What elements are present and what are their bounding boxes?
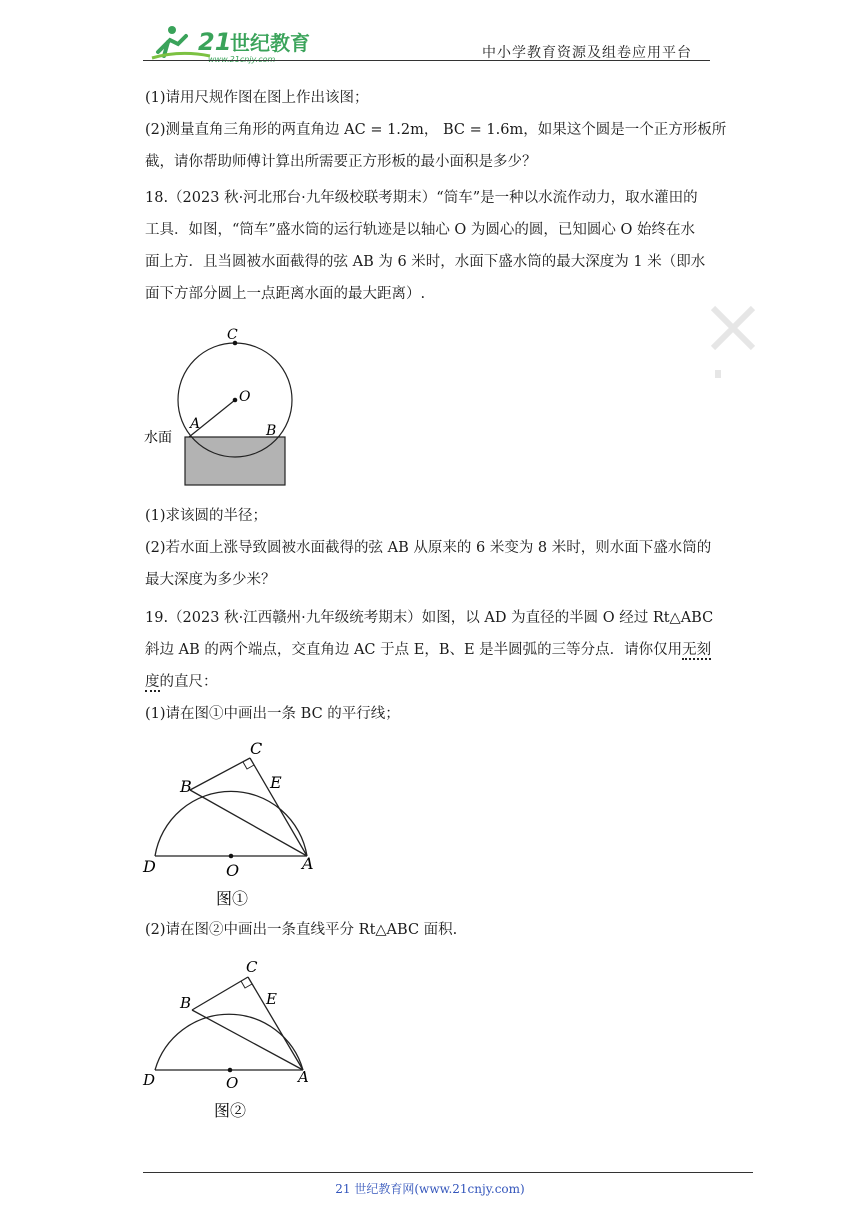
- hypotenuse-BA: [190, 790, 307, 856]
- label-B: B: [266, 423, 277, 439]
- watermark-mark: [705, 300, 760, 385]
- q19-sub1: (1)请在图①中画出一条 BC 的平行线；: [145, 706, 400, 722]
- q17-part1: (1)请用尺规作图在图上作出该图；: [145, 90, 369, 106]
- q17-part2-line2: 截，请你帮助师傅计算出所需要正方形板的最小面积是多少？: [145, 154, 537, 170]
- q18-sub2-line2: 最大深度为多少米？: [145, 572, 276, 588]
- footer-link[interactable]: 21 世纪教育网(www.21cnjy.com): [335, 1182, 525, 1196]
- q19-line2-text: 斜边 AB 的两个端点，交直角边 AC 于点 E，B、E 是半圆弧的三等分点．请你仅用: [145, 642, 683, 658]
- label-E: E: [266, 990, 277, 1008]
- label-B: B: [180, 777, 192, 796]
- q19-emphasis-1: 无刻: [682, 642, 712, 658]
- point-O: [229, 854, 234, 859]
- q19-line3-text: 的直尺：: [159, 674, 218, 690]
- label-O: O: [226, 1074, 239, 1092]
- label-A: A: [302, 854, 314, 873]
- label-O: O: [239, 389, 251, 405]
- q18-sub1: (1)求该圆的半径；: [145, 508, 268, 524]
- footer-divider: [143, 1172, 753, 1173]
- q17-block: [145, 82, 727, 178]
- logo-mark: 21: [198, 28, 232, 56]
- point-O: [233, 398, 238, 403]
- label-D: D: [143, 857, 156, 876]
- site-name: 中小学教育资源及组卷应用平台: [482, 45, 692, 61]
- q18-line3: 面上方．且当圆被水面截得的弦 AB 为 6 米时，水面下盛水筒的最大深度为 1 米（即水: [145, 254, 706, 270]
- semicircle-arc: [155, 791, 307, 856]
- q19-stem: [145, 602, 720, 730]
- q19-sub2-block: [145, 914, 720, 946]
- q19-line2: [145, 634, 720, 666]
- label-C: C: [227, 327, 238, 343]
- semicircle-arc: [155, 1014, 303, 1070]
- q18-subquestions: [145, 500, 720, 596]
- q18-line1: 18.（2023 秋·河北邢台·九年级校联考期末）“筒车”是一种以水流作动力，取水灌田的: [145, 190, 698, 206]
- q19-figure-2: [140, 952, 330, 1122]
- caption-fig1: 图①: [216, 889, 249, 908]
- side-BC: [190, 758, 250, 790]
- label-D: D: [143, 1071, 156, 1089]
- header-divider: [143, 60, 710, 61]
- q19-figure-1: [140, 738, 330, 913]
- point-O: [228, 1068, 233, 1073]
- label-C: C: [250, 739, 263, 758]
- q18-waterwheel-figure: [140, 325, 310, 495]
- label-E: E: [270, 773, 282, 792]
- site-logo: [150, 22, 320, 64]
- q19-emphasis-2: 度: [145, 674, 160, 690]
- q18-line2: 工具．如图，“筒车”盛水筒的运行轨迹是以轴心 O 为圆心的圆，已知圆心 O 始终在水: [145, 222, 696, 238]
- label-water: 水面: [144, 430, 172, 446]
- q19-line3: [145, 666, 720, 698]
- q18-line4: 面下方部分圆上一点距离水面的最大距离）.: [145, 286, 426, 302]
- q18-stem: [145, 182, 720, 310]
- caption-fig2: 图②: [214, 1101, 247, 1120]
- q17-part2-line1: (2)测量直角三角形的两直角边 AC = 1.2m， BC = 1.6m，如果这个圆是一个正方形板所: [145, 122, 727, 138]
- label-B: B: [180, 994, 192, 1012]
- side-BC: [192, 977, 248, 1010]
- q19-line1: 19.（2023 秋·江西赣州·九年级统考期末）如图，以 AD 为直径的半圆 O 经过 Rt△ABC: [145, 610, 714, 626]
- logo-url: www.21cnjy.com: [208, 55, 276, 64]
- logo-name: 世纪教育: [230, 31, 310, 55]
- label-A: A: [190, 416, 201, 432]
- q18-sub2-line1: (2)若水面上涨导致圆被水面截得的弦 AB 从原来的 6 米变为 8 米时，则水面下盛水筒的: [145, 540, 712, 556]
- q19-sub2: (2)请在图②中画出一条直线平分 Rt△ABC 面积.: [145, 922, 458, 938]
- label-C: C: [246, 958, 258, 976]
- label-O: O: [226, 861, 240, 880]
- label-A: A: [298, 1068, 309, 1086]
- water-region: [185, 437, 285, 485]
